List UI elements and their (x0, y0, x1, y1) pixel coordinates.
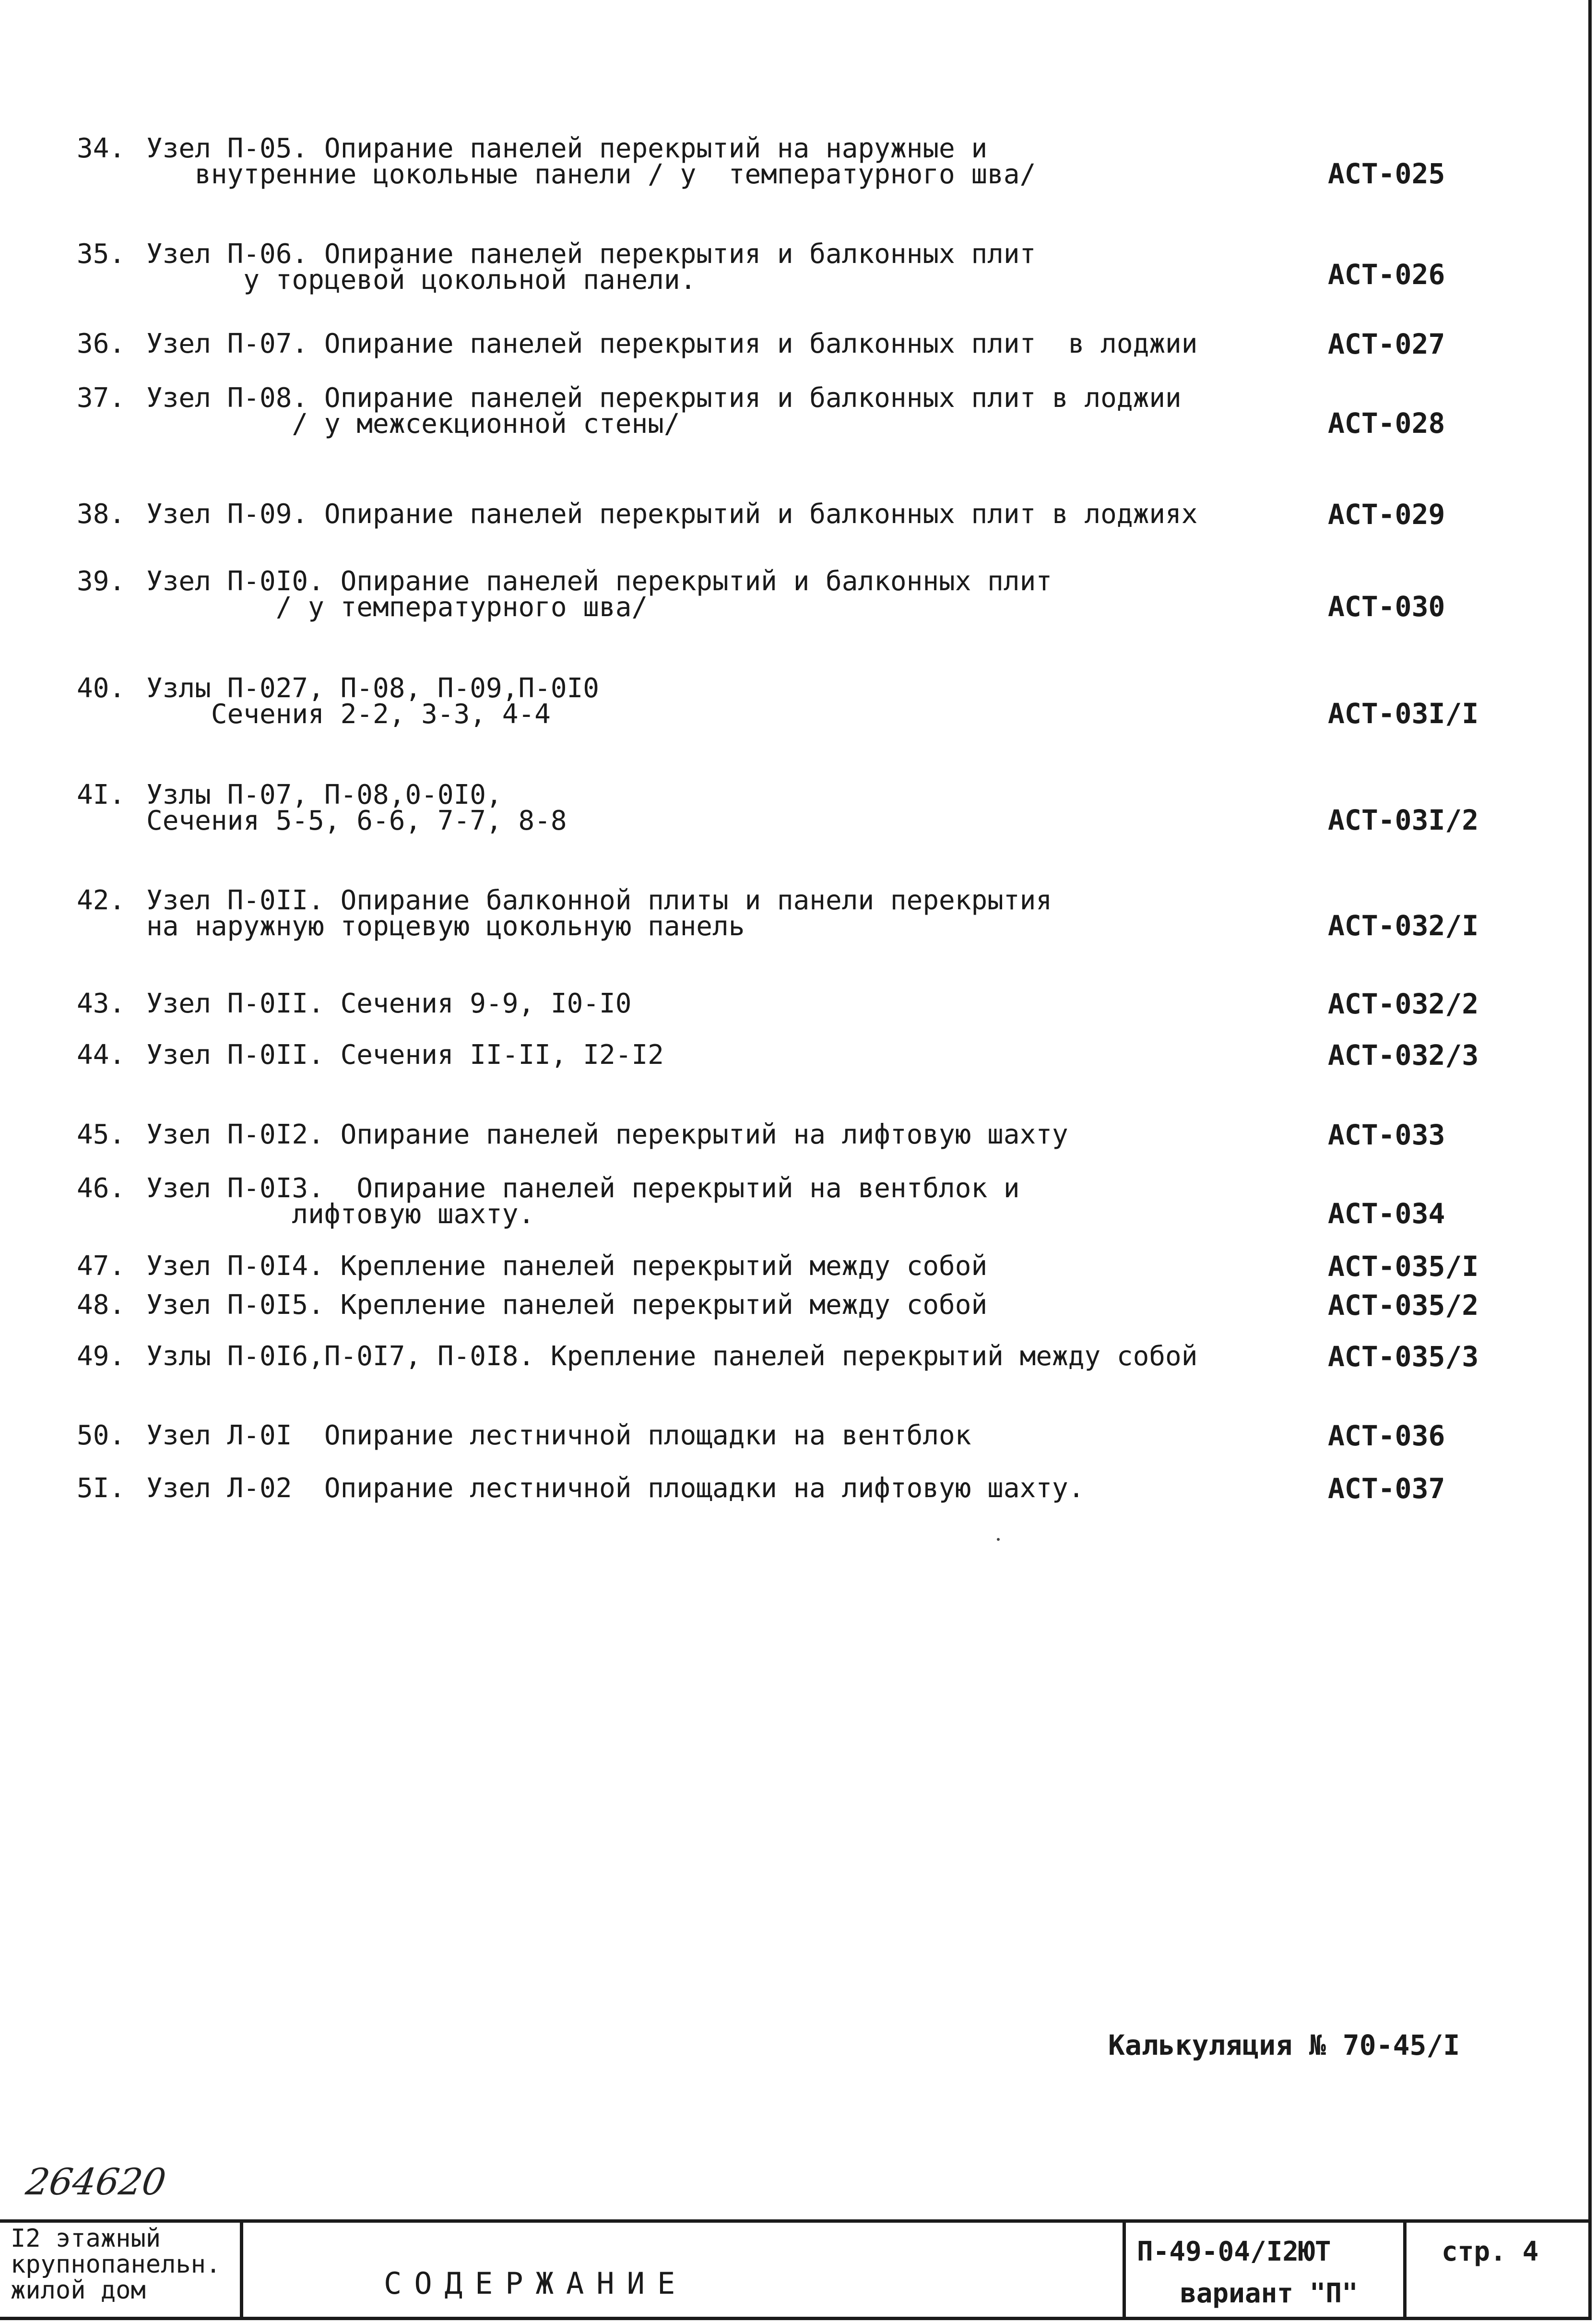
sheet-code: АСТ-035/3 (1328, 1340, 1479, 1373)
object-line: I2 этажный (11, 2224, 161, 2253)
entry-description: Узел П-0I3. Опирание панелей перекрытий на вентблок и (146, 1173, 1020, 1204)
entry-description: Узел П-0II. Сечения 9-9, I0-I0 (146, 988, 632, 1019)
entry-description: лифтовую шахту. (146, 1199, 535, 1230)
entry-description: Узел Л-02 Опирание лестничной площадки на лифтовую шахту. (146, 1473, 1085, 1504)
entry-description: / у межсекционной стены/ (146, 408, 680, 440)
entry-description: Узел П-05. Опирание панелей перекрытий на наружные и (146, 133, 988, 164)
page-cell (1403, 2223, 1592, 2320)
speck (997, 1538, 1000, 1541)
sheet-code: АСТ-032/I (1328, 909, 1479, 942)
object-line: крупнопанельн. (11, 2250, 221, 2279)
sheet-code: АСТ-033 (1328, 1119, 1445, 1151)
entry-description: Узлы П-07, П-08,0-0I0, (146, 779, 502, 810)
object-line: жилой дом (11, 2276, 146, 2305)
sheet-code: АСТ-025 (1328, 157, 1445, 190)
variant: вариант "П" (1180, 2278, 1358, 2309)
sheet-code: АСТ-030 (1328, 590, 1445, 623)
entry-number: 45. (77, 1119, 126, 1150)
entry-number: 38. (77, 499, 126, 530)
entry-number: 42. (77, 885, 126, 916)
doc-number: П-49-04/I2ЮТ (1137, 2236, 1331, 2267)
doc-number-cell (1123, 2223, 1407, 2320)
entry-description: внутренние цокольные панели / у температурного шва/ (146, 159, 1036, 190)
entry-description: Узел П-0I2. Опирание панелей перекрытий на лифтовую шахту (146, 1119, 1068, 1150)
entry-description: у торцевой цокольной панели. (146, 264, 697, 296)
entry-description: Сечения 5-5, 6-6, 7-7, 8-8 (146, 805, 567, 836)
entry-number: 43. (77, 988, 126, 1019)
sheet-code: АСТ-026 (1328, 258, 1445, 291)
entry-number: 34. (77, 133, 126, 164)
entry-description: Узел П-08. Опирание панелей перекрытия и балконных плит в лоджии (146, 382, 1182, 414)
entry-number: 50. (77, 1420, 126, 1451)
title-cell (240, 2223, 1126, 2320)
entry-number: 4I. (77, 779, 126, 810)
sheet-code: АСТ-03I/2 (1328, 804, 1479, 836)
entry-description: Узлы П-027, П-08, П-09,П-0I0 (146, 673, 600, 704)
entry-description: Узел П-09. Опирание панелей перекрытий и балконных плит в лоджиях (146, 499, 1198, 530)
entry-description: Узел П-0II. Опирание балконной плиты и панели перекрытия (146, 885, 1052, 916)
sheet-code: АСТ-035/I (1328, 1250, 1479, 1283)
entry-number: 46. (77, 1173, 126, 1204)
inventory-number: 264620 (23, 2160, 169, 2203)
entry-description: Узел П-0II. Сечения II-II, I2-I2 (146, 1039, 664, 1071)
entry-description: Узел П-0I4. Крепление панелей перекрытий между собой (146, 1251, 988, 1282)
sheet-title: СОДЕРЖАНИЕ (384, 2266, 688, 2301)
sheet-code: АСТ-028 (1328, 407, 1445, 440)
entry-number: 37. (77, 382, 126, 414)
entry-description: / у температурного шва/ (146, 592, 648, 623)
entry-description: Узел П-0I5. Крепление панелей перекрытий между собой (146, 1289, 988, 1321)
sheet-code: АСТ-032/3 (1328, 1039, 1479, 1072)
entry-description: Узел П-0I0. Опирание панелей перекрытий и балконных плит (146, 566, 1052, 597)
entry-number: 5I. (77, 1473, 126, 1504)
entry-number: 49. (77, 1341, 126, 1372)
entry-number: 35. (77, 238, 126, 270)
title-block (0, 2219, 1592, 2320)
entry-description: Узел Л-0I Опирание лестничной площадки на вентблок (146, 1420, 971, 1451)
sheet-code: АСТ-029 (1328, 498, 1445, 531)
sheet-code: АСТ-036 (1328, 1419, 1445, 1452)
entry-number: 48. (77, 1289, 126, 1321)
entry-description: Узлы П-0I6,П-0I7, П-0I8. Крепление панелей перекрытий между собой (146, 1341, 1198, 1372)
sheet-code: АСТ-034 (1328, 1197, 1445, 1230)
sheet-code: АСТ-032/2 (1328, 988, 1479, 1020)
sheet-code: АСТ-035/2 (1328, 1289, 1479, 1322)
sheet-code: АСТ-027 (1328, 328, 1445, 360)
entry-number: 36. (77, 328, 126, 359)
entry-description: Узел П-06. Опирание панелей перекрытия и балконных плит (146, 238, 1036, 270)
entry-description: на наружную торцевую цокольную панель (146, 911, 745, 942)
page-number: стр. 4 (1442, 2236, 1539, 2267)
entry-description: Узел П-07. Опирание панелей перекрытия и балконных плит в лоджии (146, 328, 1198, 359)
entry-number: 47. (77, 1251, 126, 1282)
sheet-code: АСТ-03I/I (1328, 697, 1479, 730)
entry-description: Сечения 2-2, 3-3, 4-4 (146, 699, 551, 730)
calculation-ref: Калькуляция № 70-45/I (1108, 2029, 1460, 2061)
entry-number: 44. (77, 1039, 126, 1071)
entry-number: 40. (77, 673, 126, 704)
object-cell (0, 2223, 243, 2320)
entry-number: 39. (77, 566, 126, 597)
sheet-code: АСТ-037 (1328, 1472, 1445, 1505)
